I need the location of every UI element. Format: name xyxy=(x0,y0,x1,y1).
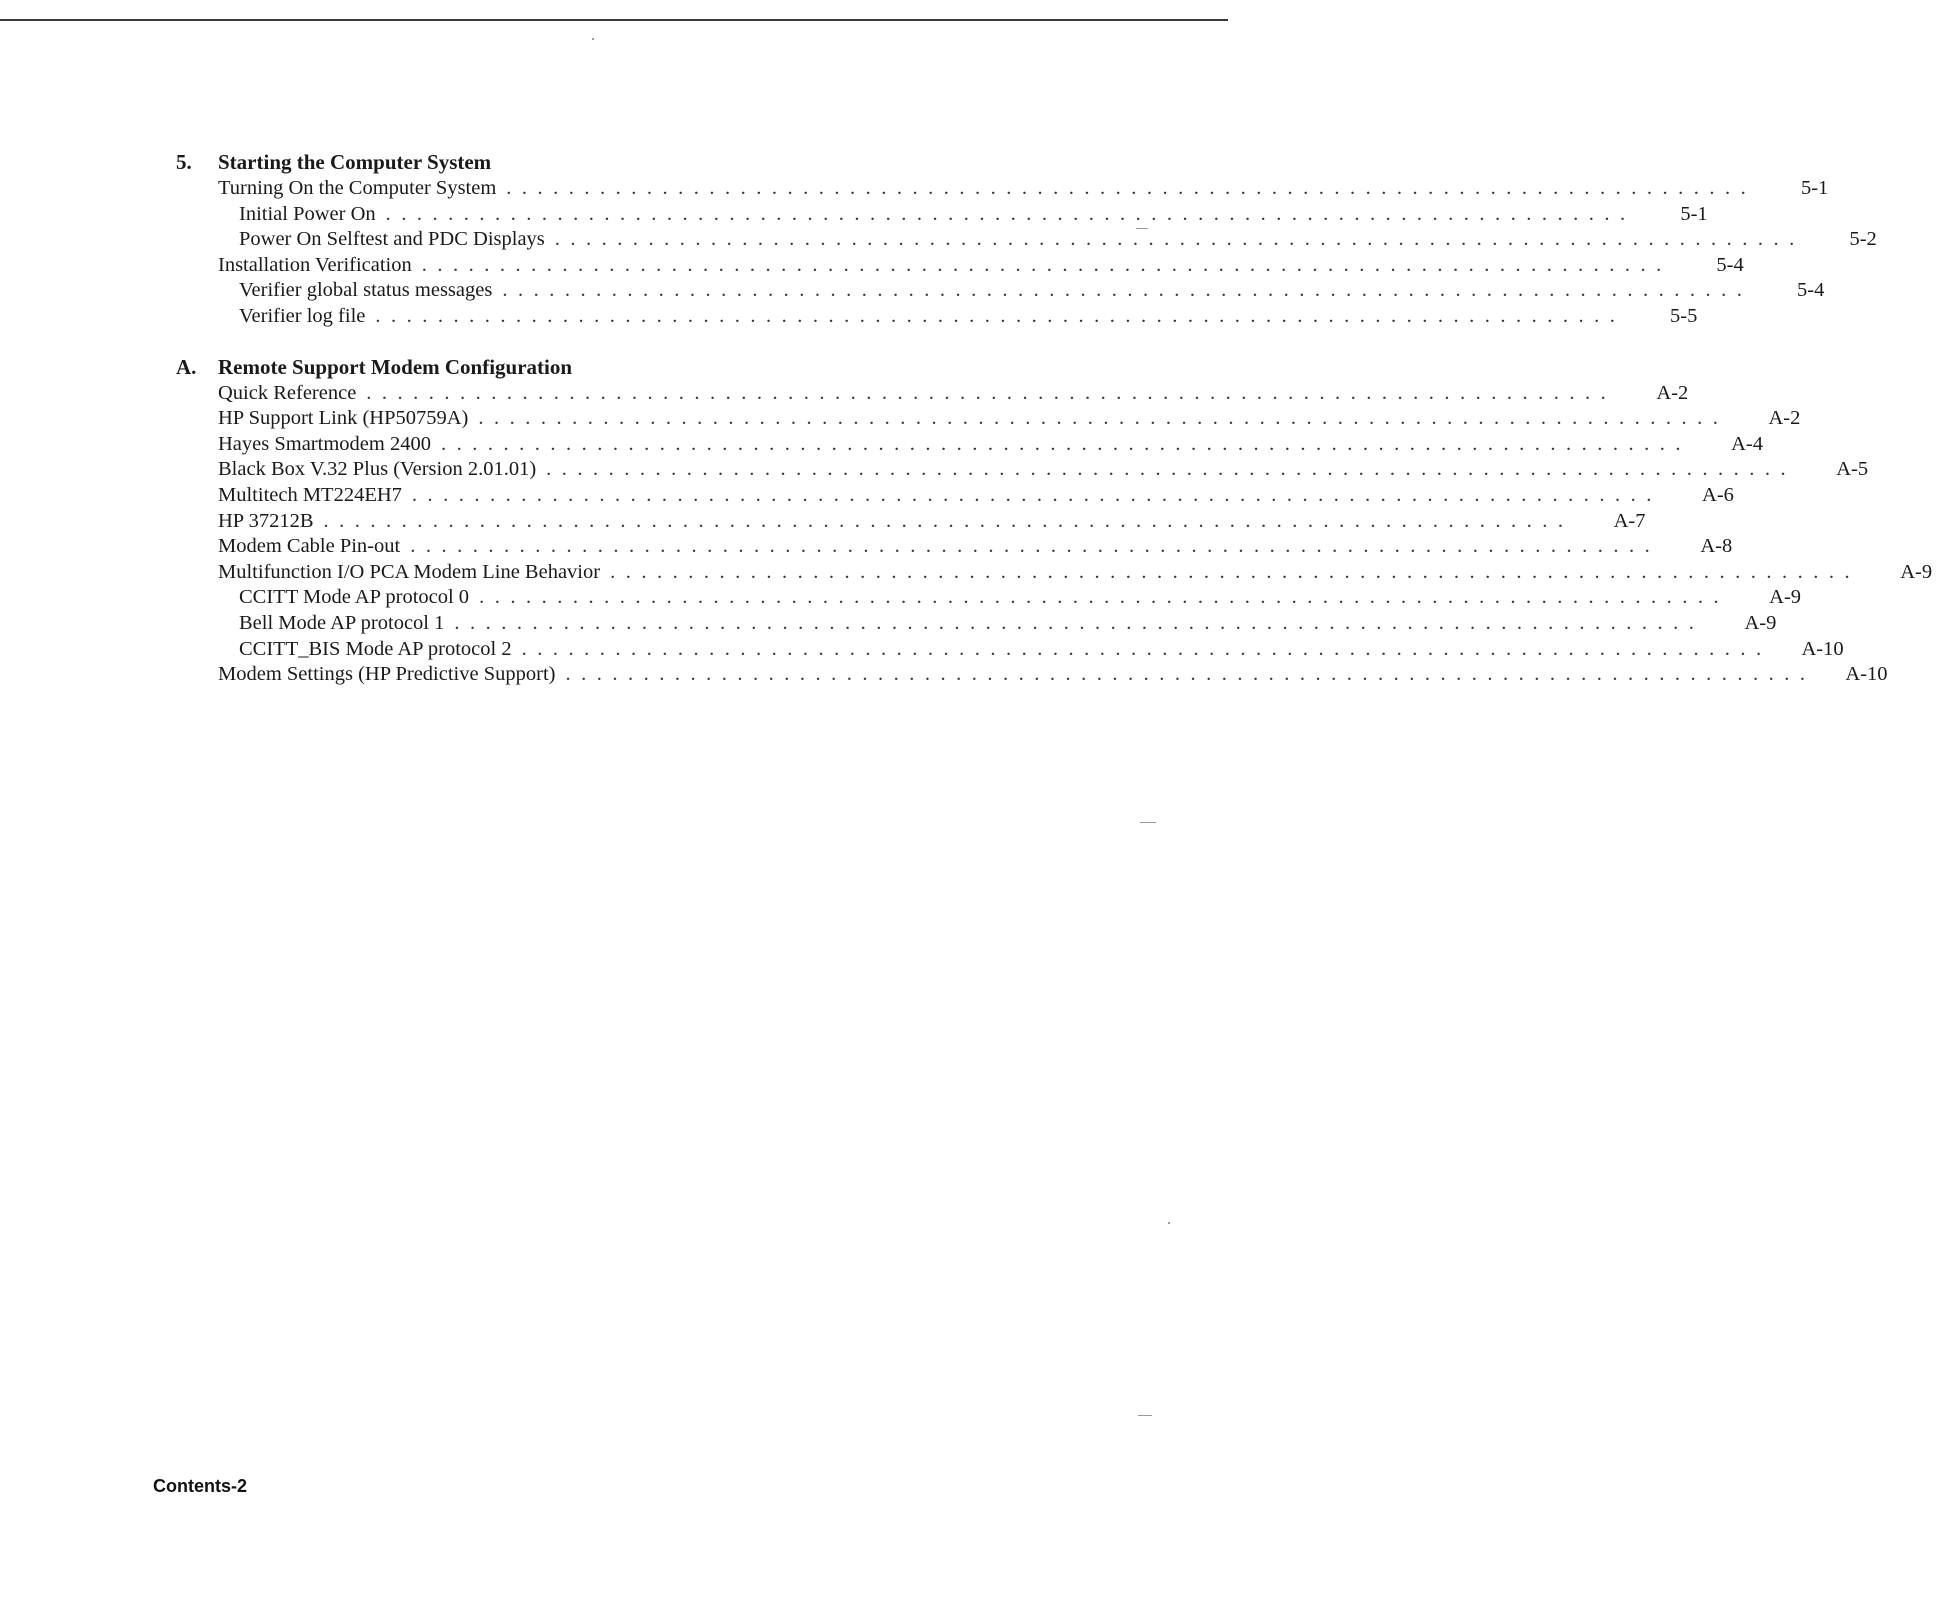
dot-leader: ................................................................................ xyxy=(521,637,1772,660)
entry-title: Quick Reference xyxy=(218,381,357,404)
entry-title: Modem Settings (HP Predictive Support) xyxy=(218,663,556,686)
dot-leader: ................................................................................ xyxy=(366,381,1617,404)
dot-leader: ................................................................................ xyxy=(421,253,1672,276)
toc-entry[interactable] xyxy=(176,228,1877,254)
entry-page: A-5 xyxy=(1836,458,1869,481)
entry-page: A-9 xyxy=(1769,586,1802,609)
dot-leader: ................................................................................ xyxy=(385,202,1636,225)
dot-leader: ................................................................................ xyxy=(375,304,1626,327)
dot-leader: ................................................................................ xyxy=(479,586,1730,609)
toc-entry[interactable] xyxy=(176,432,1763,459)
dot-leader: ................................................................................ xyxy=(502,279,1753,302)
dot-leader: ................................................................................ xyxy=(546,458,1797,481)
dot-leader: ................................................................................ xyxy=(506,177,1757,199)
dot-leader: ................................................................................ xyxy=(565,663,1816,686)
entry-page: A-6 xyxy=(1702,483,1734,506)
scan-speck xyxy=(592,38,594,40)
entry-page: 5-4 xyxy=(1716,253,1744,276)
dot-leader: ................................................................................ xyxy=(610,560,1861,583)
entry-page: 5-1 xyxy=(1800,177,1829,199)
toc-entry[interactable] xyxy=(176,611,1777,638)
chapter-heading[interactable] xyxy=(176,355,1080,382)
dot-leader: ................................................................................ xyxy=(554,228,1805,251)
toc-entry[interactable] xyxy=(176,202,1708,229)
entry-title: CCITT_BIS Mode AP protocol 2 xyxy=(239,637,512,660)
entry-page: A-9 xyxy=(1744,611,1777,634)
chapter-heading[interactable] xyxy=(176,150,1080,177)
scan-speck xyxy=(1140,822,1156,823)
chapter-number: 5. xyxy=(176,150,192,174)
entry-page: A-2 xyxy=(1768,407,1801,430)
dot-leader: ................................................................................ xyxy=(454,611,1705,634)
toc-entry[interactable] xyxy=(176,458,1869,484)
entry-title: Multitech MT224EH7 xyxy=(218,483,402,506)
entry-page: 5-1 xyxy=(1680,202,1708,225)
toc-entry[interactable] xyxy=(176,177,1829,203)
toc-entry[interactable] xyxy=(176,253,1744,280)
chapter-a xyxy=(176,354,1933,689)
table-of-contents xyxy=(176,150,1933,713)
toc-entry[interactable] xyxy=(176,586,1802,612)
dot-leader: ................................................................................ xyxy=(440,432,1691,455)
entry-title: Verifier log file xyxy=(239,304,366,327)
entry-page: A-10 xyxy=(1845,663,1888,686)
entry-page: A-9 xyxy=(1900,560,1933,583)
entry-title: Hayes Smartmodem 2400 xyxy=(218,432,431,455)
entry-title: HP Support Link (HP50759A) xyxy=(218,407,469,430)
entry-page: 5-2 xyxy=(1849,228,1877,251)
entry-page: A-7 xyxy=(1613,509,1646,532)
toc-entry[interactable] xyxy=(176,279,1825,305)
entry-page: A-10 xyxy=(1801,637,1844,660)
toc-entry[interactable] xyxy=(176,407,1801,433)
entry-page: A-4 xyxy=(1731,432,1763,455)
scan-speck xyxy=(1138,1415,1152,1416)
scan-speck xyxy=(1168,1222,1170,1224)
entry-title: Black Box V.32 Plus (Version 2.01.01) xyxy=(218,458,537,481)
chapter-number: A. xyxy=(176,354,197,379)
dot-leader: ................................................................................ xyxy=(323,509,1574,532)
entry-title: Initial Power On xyxy=(239,202,376,225)
top-rule xyxy=(0,19,1228,21)
entry-title: Multifunction I/O PCA Modem Line Behavior xyxy=(218,560,601,583)
entry-title: Turning On the Computer System xyxy=(218,177,497,199)
toc-entry[interactable] xyxy=(176,483,1734,510)
toc-entry[interactable] xyxy=(176,637,1844,664)
entry-title: Bell Mode AP protocol 1 xyxy=(239,611,445,634)
dot-leader: ................................................................................ xyxy=(411,483,1662,506)
page-footer-label: Contents-2 xyxy=(153,1476,247,1496)
entry-title: Power On Selftest and PDC Displays xyxy=(239,228,545,251)
entry-title: HP 37212B xyxy=(218,509,314,532)
toc-entry[interactable] xyxy=(176,509,1646,536)
toc-entry[interactable] xyxy=(176,535,1733,561)
toc-entry[interactable] xyxy=(176,304,1698,331)
chapter-5 xyxy=(176,150,1877,331)
entry-page: A-2 xyxy=(1656,381,1689,404)
chapter-title: Starting the Computer System xyxy=(218,150,492,174)
dot-leader: ................................................................................ xyxy=(478,407,1729,430)
entry-page: A-8 xyxy=(1700,535,1733,558)
entry-title: Installation Verification xyxy=(218,253,412,276)
entry-page: 5-5 xyxy=(1670,304,1698,327)
entry-title: Verifier global status messages xyxy=(239,279,493,302)
entry-page: 5-4 xyxy=(1797,279,1825,302)
toc-entry[interactable] xyxy=(176,560,1933,587)
entry-title: Modem Cable Pin-out xyxy=(218,535,401,558)
toc-entry[interactable] xyxy=(176,663,1888,689)
dot-leader: ................................................................................ xyxy=(410,535,1661,558)
chapter-title: Remote Support Modem Configuration xyxy=(218,354,573,379)
toc-entry[interactable] xyxy=(176,381,1689,408)
entry-title: CCITT Mode AP protocol 0 xyxy=(239,586,470,609)
